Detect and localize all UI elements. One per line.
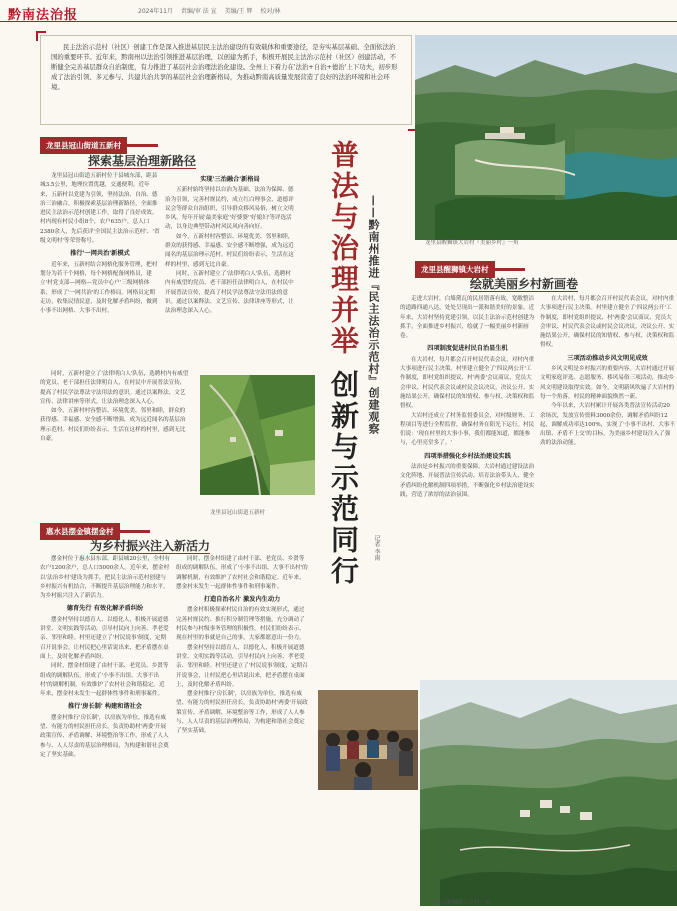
paragraph: 大岩村还成立了村务监督委员会，对村级财务、工程项目等进行全程监督，确保村务在阳光下运行。村民们说：'现在村里的大事小事，我们都能知道，都能参与，心里亮堂多了。' [400,412,535,447]
section-wuxin-title: 探索基层治理新路径 [88,154,197,168]
subheading: 四项制度促进村民自治显生机 [427,345,508,353]
paragraph: 走进大岩村，白墙黛瓦的民居错落有致，宽敞整洁的道路四通八达，处处呈现出一派和谐美好的景象。近年来，大岩村坚持党建引领，以民主法治示范村创建为抓手，全面推进乡村振兴，绘就了一幅美丽乡村新画卷。 [400,296,535,340]
dayan-column-1 [400,295,535,625]
subheading: 打造自治名片 激发内生动力 [203,596,281,604]
paragraph: 同时，五新村建立了'法律明白人'队伍，选聘村内有威望的党员、老干部担任法律明白人，在村民中开展普法宣传，提高了村民学法尊法守法用法的意识。通过以案释法、文艺宣传、法律讲座等形式，让法治理念深入人心。 [40,371,189,405]
paragraph: 摆金村坚持以德育人、以德化人，积极开展道德讲堂、文明实践等活动，引导村民向上向善、孝老爱亲、邻里和睦。村里还建立了'村民说事'制度，定期召开说事会，让村民把心里话说出来，把矛盾摆在桌面上，及时化解矛盾纠纷。 [176,644,308,688]
meeting-photo [318,690,418,790]
section-tag: 惠水县摆金镇摆金村 [40,523,120,540]
intro-text: 民主法治示范村（社区）创建工作是深入推进基层民主法治建设的有效载体和重要途径，是夯实基层基础、全面依法治国的重要环节。近年来，黔南州以法治引领推进基层治理，以创建为抓手，积极开展民主法治示范村（社区）创建活动，不断健全完善基层群众自治制度，有力推进了基层社会治理法治化建设。全州上下着力在'法治+自治+德治'上下功夫，初步形成了法治引领、多元参与、共建共治共享的基层社会治理新格局，为推动黔南高质量发展营造了良好的法治环境和社会环境。 [51,43,398,91]
section-wangchai-title: 为乡村振兴注入新活力 [90,539,211,553]
paragraph: 同时，摆金村组建了由村干部、老党员、乡贤等组成的调解队伍，形成了'小事不出组、大事不出村'的调解机制，有效维护了农村社会和谐稳定。近年来，摆金村未发生一起群体性事件和刑事案件。 [40,663,169,698]
top-photo-caption: 龙里县醒狮镇大岩村『美丽乡村』一角 [425,240,519,246]
bottom-photo-caption: 龙里县醒狮镇大岩村一景 [430,900,491,906]
paragraph: 摆金村坚持以德育人、以德化人，积极开展道德讲堂、文明实践等活动，引导村民向上向善、孝老爱亲、邻里和睦。村里还建立了'村民说事'制度，定期召开说事会，让村民把心里话说出来，把矛盾摆在桌面上，及时化解矛盾纠纷。 [40,616,169,660]
designer-credit: 美编/王 辉 [224,8,253,15]
editor-credit: 责编/审 法 宣 [180,8,217,15]
subheading: 三项活动推动乡风文明见成效 [567,354,648,362]
paragraph: 在大岩村，每月都会召开村民代表会议，对村内重大事项进行民主决策。村里建立健全了'四议两公开'工作制度，即村党组织提议、村'两委'会议商议、党员大会审议、村民代表会议或村民会议决议，决议公开、实施结果公开，确保村民的知情权、参与权、决策权和监督权。 [540,296,675,349]
paragraph: 摆金村推行'房长制'，以房族为单位，推选有威望、有能力的村民担任房长，负责协助村'两委'开展政策宣传、矛盾调解、环境整治等工作，形成了人人参与、人人尽责的基层治理格局，为构建和谐社会奠定了坚实基础。 [40,714,169,758]
subheading: 四项举措强化乡村法治建设实践 [424,452,511,460]
paragraph: 龙里县冠山街道五新村位于县城东部，距县城3.5公里，地理位置优越，交通便利。近年来，五新村以党建为引领，坚持法治、自治、德治三治融合，积极探索基层治理新路径，全面推进民主法治示范村创建工作，取得了良好成效。村内现有村民小组8个，农户635户，总人口2380余人，先后获评'全国民主法治示范村'、'省级文明村'等荣誉称号。 [40,173,160,245]
main-headline [310,140,360,587]
paragraph: 五新村始终坚持以自治为基础、法治为保障、德治为引领，完善村规民约，成立红白理事会、道德评议会等群众自治组织，引导群众移风易俗，树立文明乡风。每年开展'最美家庭''好婆婆''好媳妇'等评选活动，以身边典型带动村风民风向善向好。 [165,187,294,231]
headline-line-1: 普法与治理并举 [327,140,360,357]
section-wuxin-tag [40,133,127,154]
village-meeting-image [318,690,418,790]
masthead-meta [138,6,286,15]
subheading: 实现'三治融合'新格局 [200,176,260,183]
paragraph: 同时，五新村建立了'法律明白人'队伍，选聘村内有威望的党员、老干部担任法律明白人，在村民中开展普法宣传，提高了村民学法尊法守法用法的意识。通过以案释法、文艺宣传、法律讲座等形式，让法治理念深入人心。 [165,270,294,315]
paragraph: 如今，五新村村容整洁、环境优美、邻里和睦，群众的获得感、幸福感、安全感不断增强，成为远近闻名的基层治理示范村。村民们纷纷表示，生活在这样的村里，感到无比自豪。 [40,408,186,443]
section-tag: 龙里县醒狮镇大岩村 [415,261,495,278]
wuxin-column-3 [40,370,190,500]
paragraph: 乡风文明是乡村振兴的重要内容。大岩村通过开展文明家庭评选、志愿服务、移风易俗三项活动，推动乡风文明建设取得实效。如今，文明新风吹遍了大岩村的每一个角落，村民的精神面貌焕然一新。 [540,366,675,400]
bottom-photo [420,680,677,906]
wuxin-column-2 [165,172,295,340]
wangchai-column-1 [40,555,170,905]
headline-subtitle: ——黔南州推进『民主法治示范村』创建观察 [367,195,380,435]
proofreader-credit: 校对/林 [260,8,281,15]
wangchai-column-2 [176,555,308,905]
subheading: 德育先行 有效化解矛盾纠纷 [66,605,144,613]
mid-photo [200,375,315,495]
mountain-village-image [420,680,677,906]
paragraph: 摆金村积极探索村民自治的有效实现形式，通过完善村规民约、推行积分制管理等措施，充分调动了村民参与村级事务管理的积极性。村民们纷纷表示，现在村里的事就是自己的事，大家都愿意出一份力。 [176,607,305,642]
section-dayan-title: 绘就美丽乡村新画卷 [470,277,579,291]
paragraph: 今年以来，大岩村累计开展各类普法宣传活动20余场次，发放宣传资料3000余份，调解矛盾纠纷12起，调解成功率达100%，实现了'小事不出村、大事不出镇、矛盾不上交'的目标，为美丽乡村建设注入了强劲的法治动能。 [540,403,675,447]
paragraph: 法治是乡村振兴的重要保障。大岩村通过建设法治文化阵地、开展普法宣传活动、培育法治带头人、健全矛盾纠纷化解机制四项举措，不断强化乡村法治建设实践，营造了浓厚的法治氛围。 [400,464,535,498]
section-tag: 龙里县冠山街道五新村 [40,137,127,154]
mid-photo-caption: 龙里县冠山街道五新村 [210,510,266,516]
intro-box [40,35,412,125]
valley-landscape-image [415,35,677,240]
paragraph: 如今，五新村村容整洁、环境优美、邻里和睦，群众的获得感、幸福感、安全感不断增强，成为远近闻名的基层治理示范村。村民们纷纷表示，生活在这样的村里，感到无比自豪。 [165,233,294,268]
subheading: 推行'一网共治'新模式 [70,250,130,258]
wuxin-column-1 [40,172,160,367]
aerial-fields-image [200,375,315,495]
paragraph: 在大岩村，每月都会召开村民代表会议，对村内重大事项进行民主决策。村里建立健全了'四议两公开'工作制度，即村党组织提议、村'两委'会议商议、党员大会审议、村民代表会议或村民会议决议，决议公开、实施结果公开，确保村民的知情权、参与权、决策权和监督权。 [400,356,535,410]
dayan-column-2 [540,295,675,625]
paragraph: 摆金村推行'房长制'，以房族为单位，推选有威望、有能力的村民担任房长，负责协助村'两委'开展政策宣传、矛盾调解、环境整治等工作，形成了人人参与、人人尽责的基层治理格局，为构建和谐社会奠定了坚实基础。 [176,691,308,735]
masthead [0,0,677,22]
issue-date: 2024年11月 [138,8,173,15]
newspaper-title: 黔南法治报 [8,8,79,23]
subheading: 推行'房长制' 构建和谐社会 [67,703,142,711]
paragraph: 近年来，五新村结合网格化服务管理，把村划分为若干个网格，每个网格配备网格员，建立'村党支部—网格—党员中心户'三级网格体系，形成了'一网共治'的工作格局。网格员定期走访，收集民情民意，及时化解矛盾纠纷，做到小事不出网格、大事不出村。 [40,261,158,315]
paragraph: 同时，摆金村组建了由村干部、老党员、乡贤等组成的调解队伍，形成了'小事不出组、大事不出村'的调解机制，有效维护了农村社会和谐稳定。近年来，摆金村未发生一起群体性事件和刑事案件。 [176,556,308,590]
byline: 记者 李雨 [373,535,380,561]
headline-line-2: 创新与示范同行 [327,369,360,587]
paragraph: 摆金村位于惠水县东部，距县城20公里，全村有农户1200余户，总人口5000余人。近年来，摆金村以'法治乡村'建设为抓手，把民主法治示范村创建与乡村振兴有机结合，不断提升基层治理能力和水平，为乡村振兴注入了新活力。 [40,556,170,600]
top-photo [415,35,677,240]
